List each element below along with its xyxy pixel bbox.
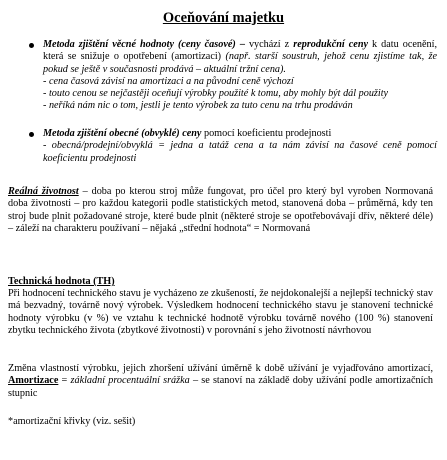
bullet-icon: [29, 43, 34, 48]
bullet-vecna-hodnota: [43, 39, 437, 113]
sub-item: - touto cenou se nejčastěji oceňují výrobky použité k tomu, aby mohly být dál použity: [43, 88, 389, 100]
sub-item: - cena časová závisí na amortizaci a na původní ceně výchozí: [43, 75, 294, 87]
bullet-obecna-cena-text: Metoda zjištění obecné (obvyklé) ceny pomocí koeficientu prodejnosti: [43, 128, 332, 139]
footnote: *amortizační křivky (viz. sešit): [8, 416, 136, 427]
technicka-hodnota-heading: Technická hodnota (TH): [8, 276, 115, 287]
bullet-icon: [29, 132, 34, 137]
page-title: Oceňování majetku: [162, 10, 285, 26]
technicka-hodnota-text: Při hodnocení technického stavu je vycházeno ze zkušeností, že nejdokonalejší a nejlepší technický stav má bezvadný, továrně nový výrobek. Výsledkem hodnocení technického stavu je stanovení technické hodnoty výrobku (v %) ve vztahu k technické hodnotě výrobku továrně nového (100 %) stanovení zbytku technického života (zbytkové životnosti) v porovnání s jeho životností návrhovou: [8, 288, 433, 336]
zmena-vlastnosti: Změna vlastností výrobku, jejich zhoršení užívání úměrně k době užívání je vyjadřováno amortizací, Amortizace = základní procentuální srážka – se stanoví na základě doby užívání podle amortizačních stupnic: [8, 363, 434, 399]
bullet-obecna-cena: [43, 128, 437, 165]
method-term: Metoda zjištění věcné hodnoty (ceny časové): [43, 39, 236, 50]
sub-item: - neříká nám nic o tom, jestli je tento výrobek za tuto cenu na trhu prodáván: [43, 100, 353, 112]
method-term: Metoda zjištění obecné (obvyklé) ceny: [43, 128, 202, 139]
reprodukcni-cena: reprodukční ceny: [293, 39, 369, 50]
bullet-vecna-hodnota-text: Metoda zjištění věcné hodnoty (ceny časové) – vychází z reprodukční ceny k datu ocenění, která se snižuje o opotřebení (amortizaci) (např. starší soustruh, jehož cenu zjistíme tak, že pokud se ještě v současnosti prodává – aktuální tržní cena).: [43, 39, 438, 75]
realna-zivotnost: Reálná životnost – doba po kterou stroj může fungovat, pro účel pro který byl vyroben Normovaná doba životnosti – pro každou kategorii podle statistických metod, stanovená doba – průměrná, kdy ten stroj bude plnit požadované stroje, které bude plnit (některé stroje se opotřebovávají dřív, některé déle) – záleží na charakteru používaní – nějaká „střední hodnota“ = Normovaná: [8, 186, 433, 234]
realna-zivotnost-term: Reálná životnost: [8, 186, 79, 197]
amortizace-term: Amortizace: [8, 375, 59, 387]
sub-item: - obecná/prodejní/obvyklá = jedna a tatáž cena a ta nám závisí na časové ceně pomocí koeficientu prodejnosti: [43, 140, 437, 164]
